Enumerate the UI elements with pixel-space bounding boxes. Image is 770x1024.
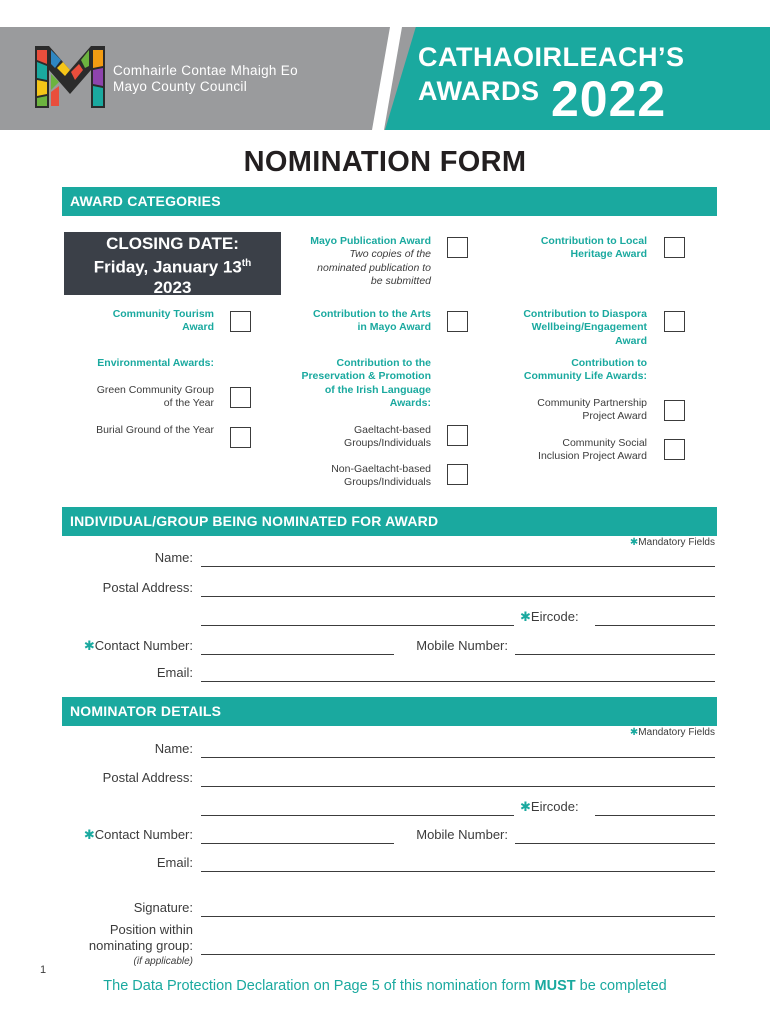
irish-language-awards-heading: Contribution to the Preservation & Promotion of the Irish Language Awards:	[301, 357, 431, 409]
council-name-english: Mayo County Council	[113, 79, 248, 94]
green-community-group-checkbox[interactable]	[230, 387, 251, 408]
gaeltacht-based-checkbox[interactable]	[447, 425, 468, 446]
community-partnership-checkbox[interactable]	[664, 400, 685, 421]
non-gaeltacht-based-label: Non-Gaeltacht-based Groups/Individuals	[331, 463, 431, 489]
closing-date-year: 2023	[153, 277, 192, 297]
award-categories-heading: AWARD CATEGORIES	[62, 187, 717, 216]
local-heritage-award-label: Contribution to Local Heritage Award	[540, 235, 647, 261]
mayo-publication-award-checkbox[interactable]	[447, 237, 468, 258]
page-title: NOMINATION FORM	[243, 146, 527, 178]
position-field[interactable]	[201, 954, 715, 955]
mayo-m-logo	[35, 46, 105, 108]
nominee-contact-label: ✱Contact Number:	[83, 638, 193, 653]
nominee-mobile-label: Mobile Number:	[416, 638, 508, 653]
asterisk-icon: ✱	[629, 727, 639, 738]
nominator-email-field[interactable]	[201, 871, 715, 872]
community-social-inclusion-checkbox[interactable]	[664, 439, 685, 460]
nominator-address-field-2[interactable]	[201, 815, 514, 816]
signature-label: Signature:	[133, 900, 193, 915]
nominator-section-heading: NOMINATOR DETAILS	[62, 697, 717, 726]
nominator-contact-field[interactable]	[201, 843, 394, 844]
arts-award-checkbox[interactable]	[447, 311, 468, 332]
community-partnership-label: Community Partnership Project Award	[537, 397, 647, 423]
environmental-awards-heading: Environmental Awards:	[97, 357, 214, 369]
nominator-name-label: Name:	[154, 741, 193, 756]
nominator-eircode-label: ✱Eircode:	[520, 799, 579, 814]
awards-year: 2022	[551, 71, 667, 127]
green-community-group-label: Green Community Group of the Year	[96, 384, 214, 410]
nominee-mobile-field[interactable]	[515, 654, 715, 655]
awards-title-line1: CATHAOIRLEACH’S	[418, 42, 685, 72]
asterisk-icon: ✱	[83, 638, 95, 653]
community-tourism-award-checkbox[interactable]	[230, 311, 251, 332]
nominee-eircode-label: ✱Eircode:	[520, 609, 579, 624]
nominator-name-field[interactable]	[201, 757, 715, 758]
nominator-email-label: Email:	[156, 855, 193, 870]
mayo-publication-award-label: Mayo Publication Award Two copies of the nominated publication to be submitted	[310, 235, 431, 287]
position-label: Position within nominating group: (if applicable)	[88, 922, 193, 967]
mandatory-fields-note: ✱Mandatory Fields	[629, 727, 715, 738]
nominee-address-label: Postal Address:	[102, 580, 193, 595]
page-number: 1	[40, 964, 47, 976]
closing-date-label: CLOSING DATE:	[106, 234, 239, 253]
nominee-address-field-1[interactable]	[201, 596, 715, 597]
closing-date-box	[64, 232, 281, 295]
nominator-eircode-field[interactable]	[595, 815, 715, 816]
non-gaeltacht-based-checkbox[interactable]	[447, 464, 468, 485]
nominee-name-field[interactable]	[201, 566, 715, 567]
data-protection-note: The Data Protection Declaration on Page 5 of this nomination form MUST be completed	[103, 978, 667, 994]
council-name	[113, 63, 298, 95]
awards-title-line2: AWARDS	[418, 76, 540, 106]
nominee-address-field-2[interactable]	[201, 625, 514, 626]
nominator-mobile-label: Mobile Number:	[416, 827, 508, 842]
closing-date-day: Friday, January 13th	[93, 257, 252, 277]
asterisk-icon: ✱	[520, 609, 531, 624]
diaspora-award-checkbox[interactable]	[664, 311, 685, 332]
signature-field[interactable]	[201, 916, 715, 917]
nominator-contact-label: ✱Contact Number:	[83, 827, 193, 842]
asterisk-icon: ✱	[520, 799, 531, 814]
gaeltacht-based-label: Gaeltacht-based Groups/Individuals	[344, 424, 431, 450]
council-name-irish: Comhairle Contae Mhaigh Eo	[113, 63, 298, 78]
nominator-mobile-field[interactable]	[515, 843, 715, 844]
asterisk-icon: ✱	[629, 537, 639, 548]
burial-ground-label: Burial Ground of the Year	[96, 424, 214, 436]
nominee-name-label: Name:	[154, 550, 193, 565]
nominee-email-label: Email:	[156, 665, 193, 680]
asterisk-icon: ✱	[83, 827, 95, 842]
nominator-address-field-1[interactable]	[201, 786, 715, 787]
nominator-address-label: Postal Address:	[102, 770, 193, 785]
diaspora-award-label: Contribution to Diaspora Wellbeing/Engagement Award	[523, 308, 647, 347]
nominee-eircode-field[interactable]	[595, 625, 715, 626]
community-life-awards-heading: Contribution to Community Life Awards:	[523, 357, 647, 383]
community-tourism-award-label: Community Tourism Award	[112, 308, 214, 334]
nominee-section-heading: INDIVIDUAL/GROUP BEING NOMINATED FOR AWARD	[62, 507, 717, 536]
community-social-inclusion-label: Community Social Inclusion Project Award	[538, 437, 647, 463]
burial-ground-checkbox[interactable]	[230, 427, 251, 448]
mandatory-fields-note: ✱Mandatory Fields	[629, 537, 715, 548]
arts-award-label: Contribution to the Arts in Mayo Award	[312, 308, 431, 334]
nominee-contact-field[interactable]	[201, 654, 394, 655]
local-heritage-award-checkbox[interactable]	[664, 237, 685, 258]
nominee-email-field[interactable]	[201, 681, 715, 682]
